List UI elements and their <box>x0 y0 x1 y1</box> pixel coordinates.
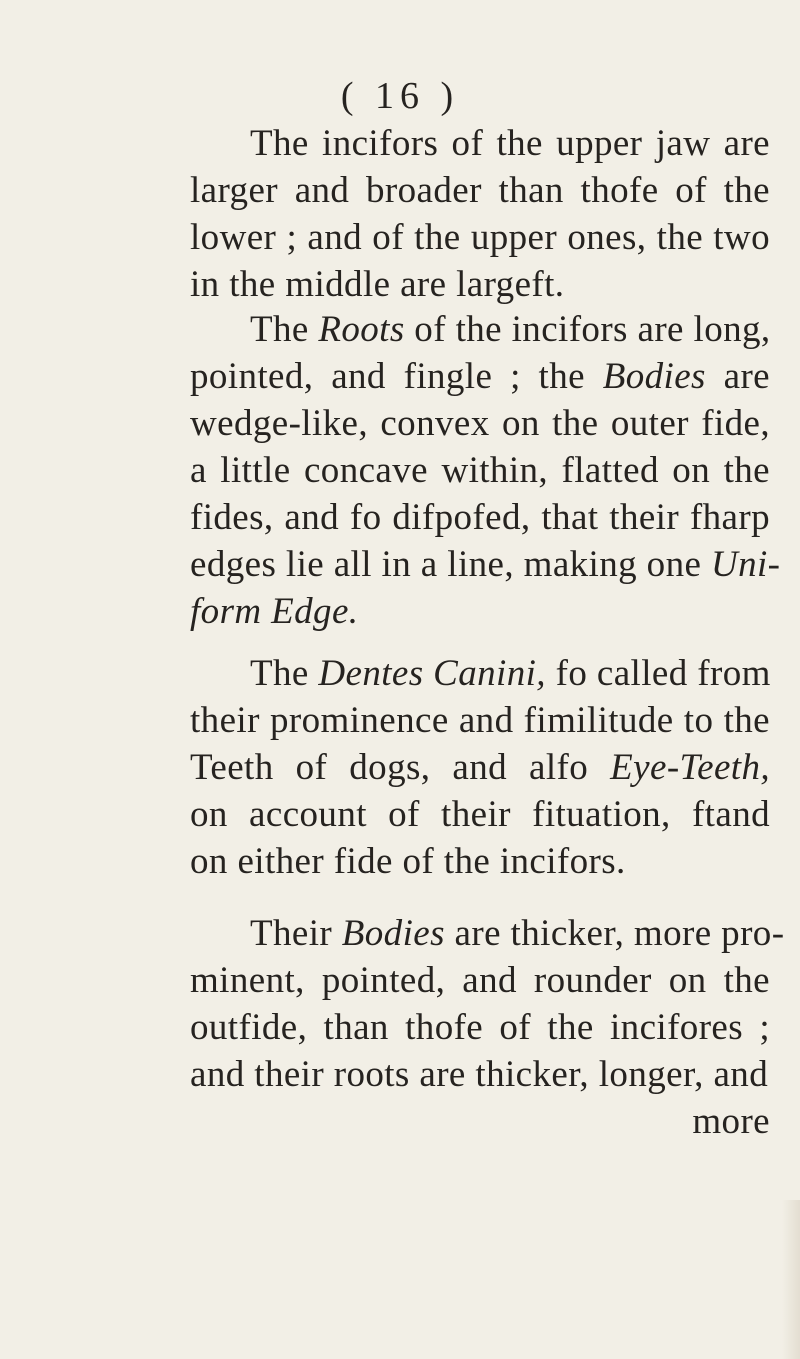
catchword-block <box>190 1098 770 1145</box>
text-segment: lower ; and of the upper ones, the two <box>190 217 770 258</box>
text-line <box>190 120 770 167</box>
italic-term: Uni- <box>710 544 781 585</box>
catchword: more <box>692 1101 770 1142</box>
text-segment: their prominence and fimilitude to the <box>190 700 770 741</box>
text-segment: a little concave within, flatted on the <box>190 450 770 491</box>
text-line <box>190 697 770 744</box>
text-line <box>190 447 770 494</box>
text-segment: and their roots are thicker, longer, and <box>190 1054 769 1095</box>
text-line <box>190 353 770 400</box>
text-segment: of the incifors are long, <box>404 309 771 350</box>
text-segment: The <box>250 309 319 350</box>
text-line <box>190 214 770 261</box>
page-edge-stain <box>782 1200 800 1359</box>
paragraph-4 <box>190 910 785 1098</box>
text-segment: fo called from <box>545 653 771 694</box>
text-line <box>190 957 770 1004</box>
italic-term: Dentes Canini, <box>318 653 546 694</box>
text-line <box>190 494 770 541</box>
text-line <box>190 838 770 885</box>
text-line <box>190 261 770 308</box>
text-line <box>190 744 770 791</box>
text-segment: outfide, than thofe of the incifores ; <box>190 1007 770 1048</box>
text-line <box>190 1004 770 1051</box>
text-line <box>190 167 770 214</box>
italic-term: Bodies <box>341 913 445 954</box>
italic-term: Bodies <box>602 356 706 397</box>
text-segment: in the middle are largeft. <box>190 264 565 305</box>
text-line <box>190 1051 770 1098</box>
italic-term: form Edge. <box>190 591 359 632</box>
text-line <box>190 306 770 353</box>
italic-term: Eye-Teeth, <box>610 747 770 788</box>
text-line <box>190 650 770 697</box>
text-line <box>190 791 770 838</box>
text-segment: are thicker, more pro- <box>444 913 785 954</box>
paragraph-1 <box>190 120 770 308</box>
text-segment: Their <box>250 913 342 954</box>
text-segment: The incifors of the upper jaw are <box>250 123 770 164</box>
text-segment: Teeth of dogs, and alfo <box>190 747 611 788</box>
text-segment: wedge-like, convex on the outer fide, <box>190 403 770 444</box>
italic-term: Roots <box>318 309 405 350</box>
text-line <box>190 910 785 957</box>
text-segment: The <box>250 653 319 694</box>
text-line <box>190 541 781 588</box>
text-segment: on account of their fituation, ftand <box>190 794 770 835</box>
text-segment: edges lie all in a line, making one <box>190 544 711 585</box>
text-segment: are <box>705 356 770 397</box>
paragraph-3 <box>190 650 770 885</box>
text-line <box>190 588 770 635</box>
text-segment: fides, and fo difpofed, that their fharp <box>190 497 770 538</box>
text-line <box>190 400 770 447</box>
paragraph-2 <box>190 306 781 635</box>
text-segment: larger and broader than thofe of the <box>190 170 770 211</box>
text-segment: minent, pointed, and rounder on the <box>190 960 770 1001</box>
page-number: ( 16 ) <box>340 75 460 117</box>
text-segment: on either fide of the incifors. <box>190 841 626 882</box>
text-segment: pointed, and fingle ; the <box>190 356 603 397</box>
